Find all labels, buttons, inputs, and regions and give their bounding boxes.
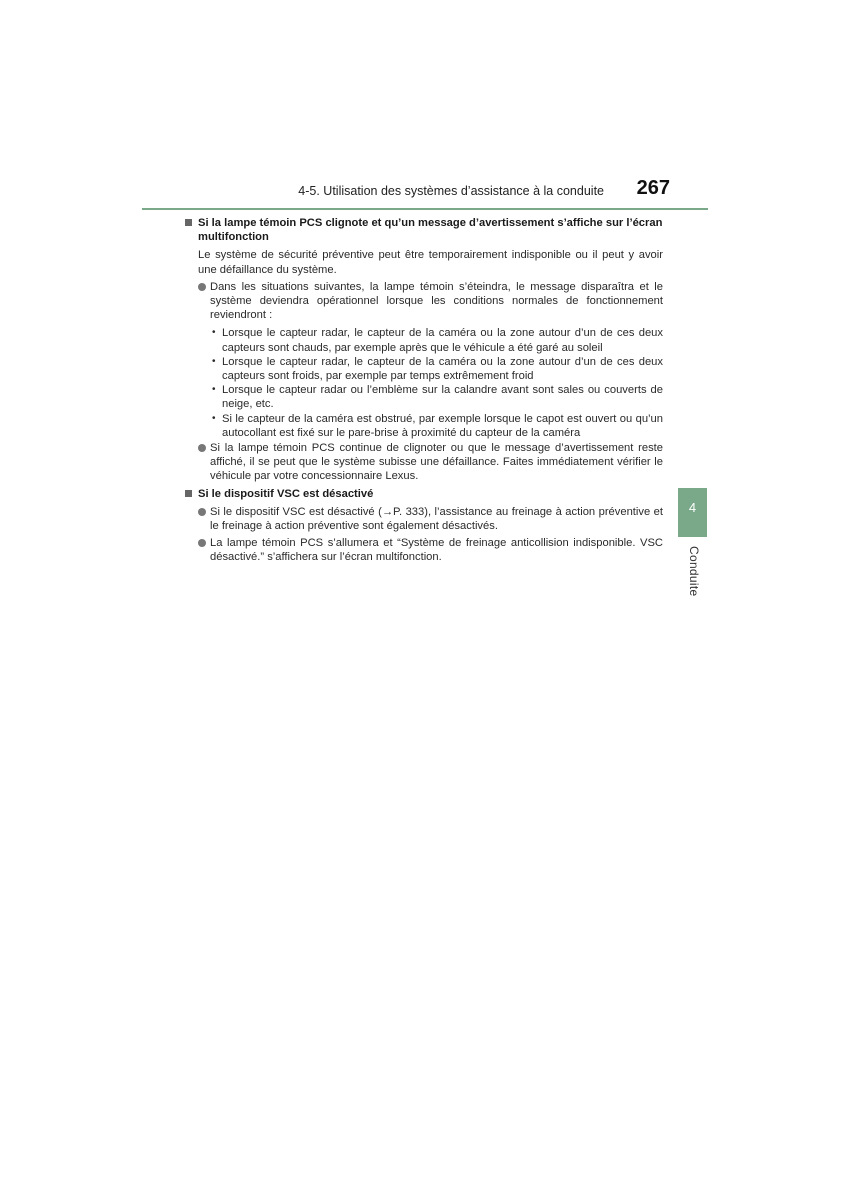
bullet-text: Si le dispositif VSC est désactivé (→P. 333), l’assistance au freinage à action préventive et le freinage à action préventive sont également désactivés.: [210, 505, 663, 533]
circle-bullet-icon: [198, 444, 206, 452]
dot-marker: •: [212, 355, 216, 367]
section-heading-pcs: [185, 216, 663, 244]
dot-marker: •: [212, 412, 216, 424]
sub-item-text: Lorsque le capteur radar, le capteur de la caméra ou la zone autour d’un de ces deux capteurs sont froids, par exemple par temps extrêmement froid: [222, 355, 663, 383]
sub-item: [185, 383, 663, 411]
dot-marker: •: [212, 327, 216, 339]
square-bullet-icon: [185, 490, 192, 497]
sub-item-text: Si le capteur de la caméra est obstrué, par exemple lorsque le capot est ouvert ou qu’un autocollant est fixé sur le pare-brise à proximité du capteur de la caméra: [222, 412, 663, 439]
page-number: 267: [636, 177, 670, 199]
chapter-number: 4: [688, 500, 697, 515]
sub-item-text: Lorsque le capteur radar, le capteur de la caméra ou la zone autour d’un de ces deux capteurs sont chauds, par exemple après que le véhicule a été garé au soleil: [222, 327, 663, 354]
page-content: [185, 216, 663, 568]
bullet-item: [185, 441, 663, 484]
circle-bullet-icon: [198, 539, 206, 547]
bullet-text: Si la lampe témoin PCS continue de clignoter ou que le message d’avertissement reste affiché, il se peut que le système subisse une défaillance. Faites immédiatement vérifier le véhicule par votre concessionnaire Lexus.: [210, 442, 663, 483]
circle-bullet-icon: [198, 508, 206, 516]
heading-text: Si la lampe témoin PCS clignote et qu’un message d’avertissement s’affiche sur l’écran multifonction: [198, 217, 663, 244]
chapter-label: Conduite: [687, 546, 701, 597]
sub-item-text: Lorsque le capteur radar ou l’emblème sur la calandre avant sont sales ou couverts de neige, etc.: [222, 384, 663, 411]
square-bullet-icon: [185, 219, 192, 226]
chapter-tab: [678, 488, 707, 537]
sub-item: [185, 326, 663, 354]
dot-marker: •: [212, 384, 216, 396]
heading-text: Si le dispositif VSC est désactivé: [198, 487, 374, 500]
bullet-item: [185, 505, 663, 533]
section-title: 4-5. Utilisation des systèmes d’assistance à la conduite: [298, 184, 604, 198]
bullet-item: [185, 536, 663, 564]
page-header: [142, 178, 708, 210]
bullet-item: [185, 280, 663, 323]
intro-paragraph: Le système de sécurité préventive peut être temporairement indisponible ou il peut y avoir une défaillance du système.: [198, 249, 663, 276]
bullet-text: La lampe témoin PCS s’allumera et “Système de freinage anticollision indisponible. VSC désactivé.” s’affichera sur l’écran multifonction.: [210, 537, 663, 564]
sub-item: [185, 355, 663, 383]
sub-list: [185, 326, 663, 440]
bullet-text: Dans les situations suivantes, la lampe témoin s’éteindra, le message disparaîtra et le système deviendra opérationnel lorsque les conditions normales de fonctionnement reviendront :: [210, 280, 663, 322]
section-heading-vsc: [185, 487, 663, 501]
sub-item: [185, 412, 663, 440]
circle-bullet-icon: [198, 283, 206, 291]
